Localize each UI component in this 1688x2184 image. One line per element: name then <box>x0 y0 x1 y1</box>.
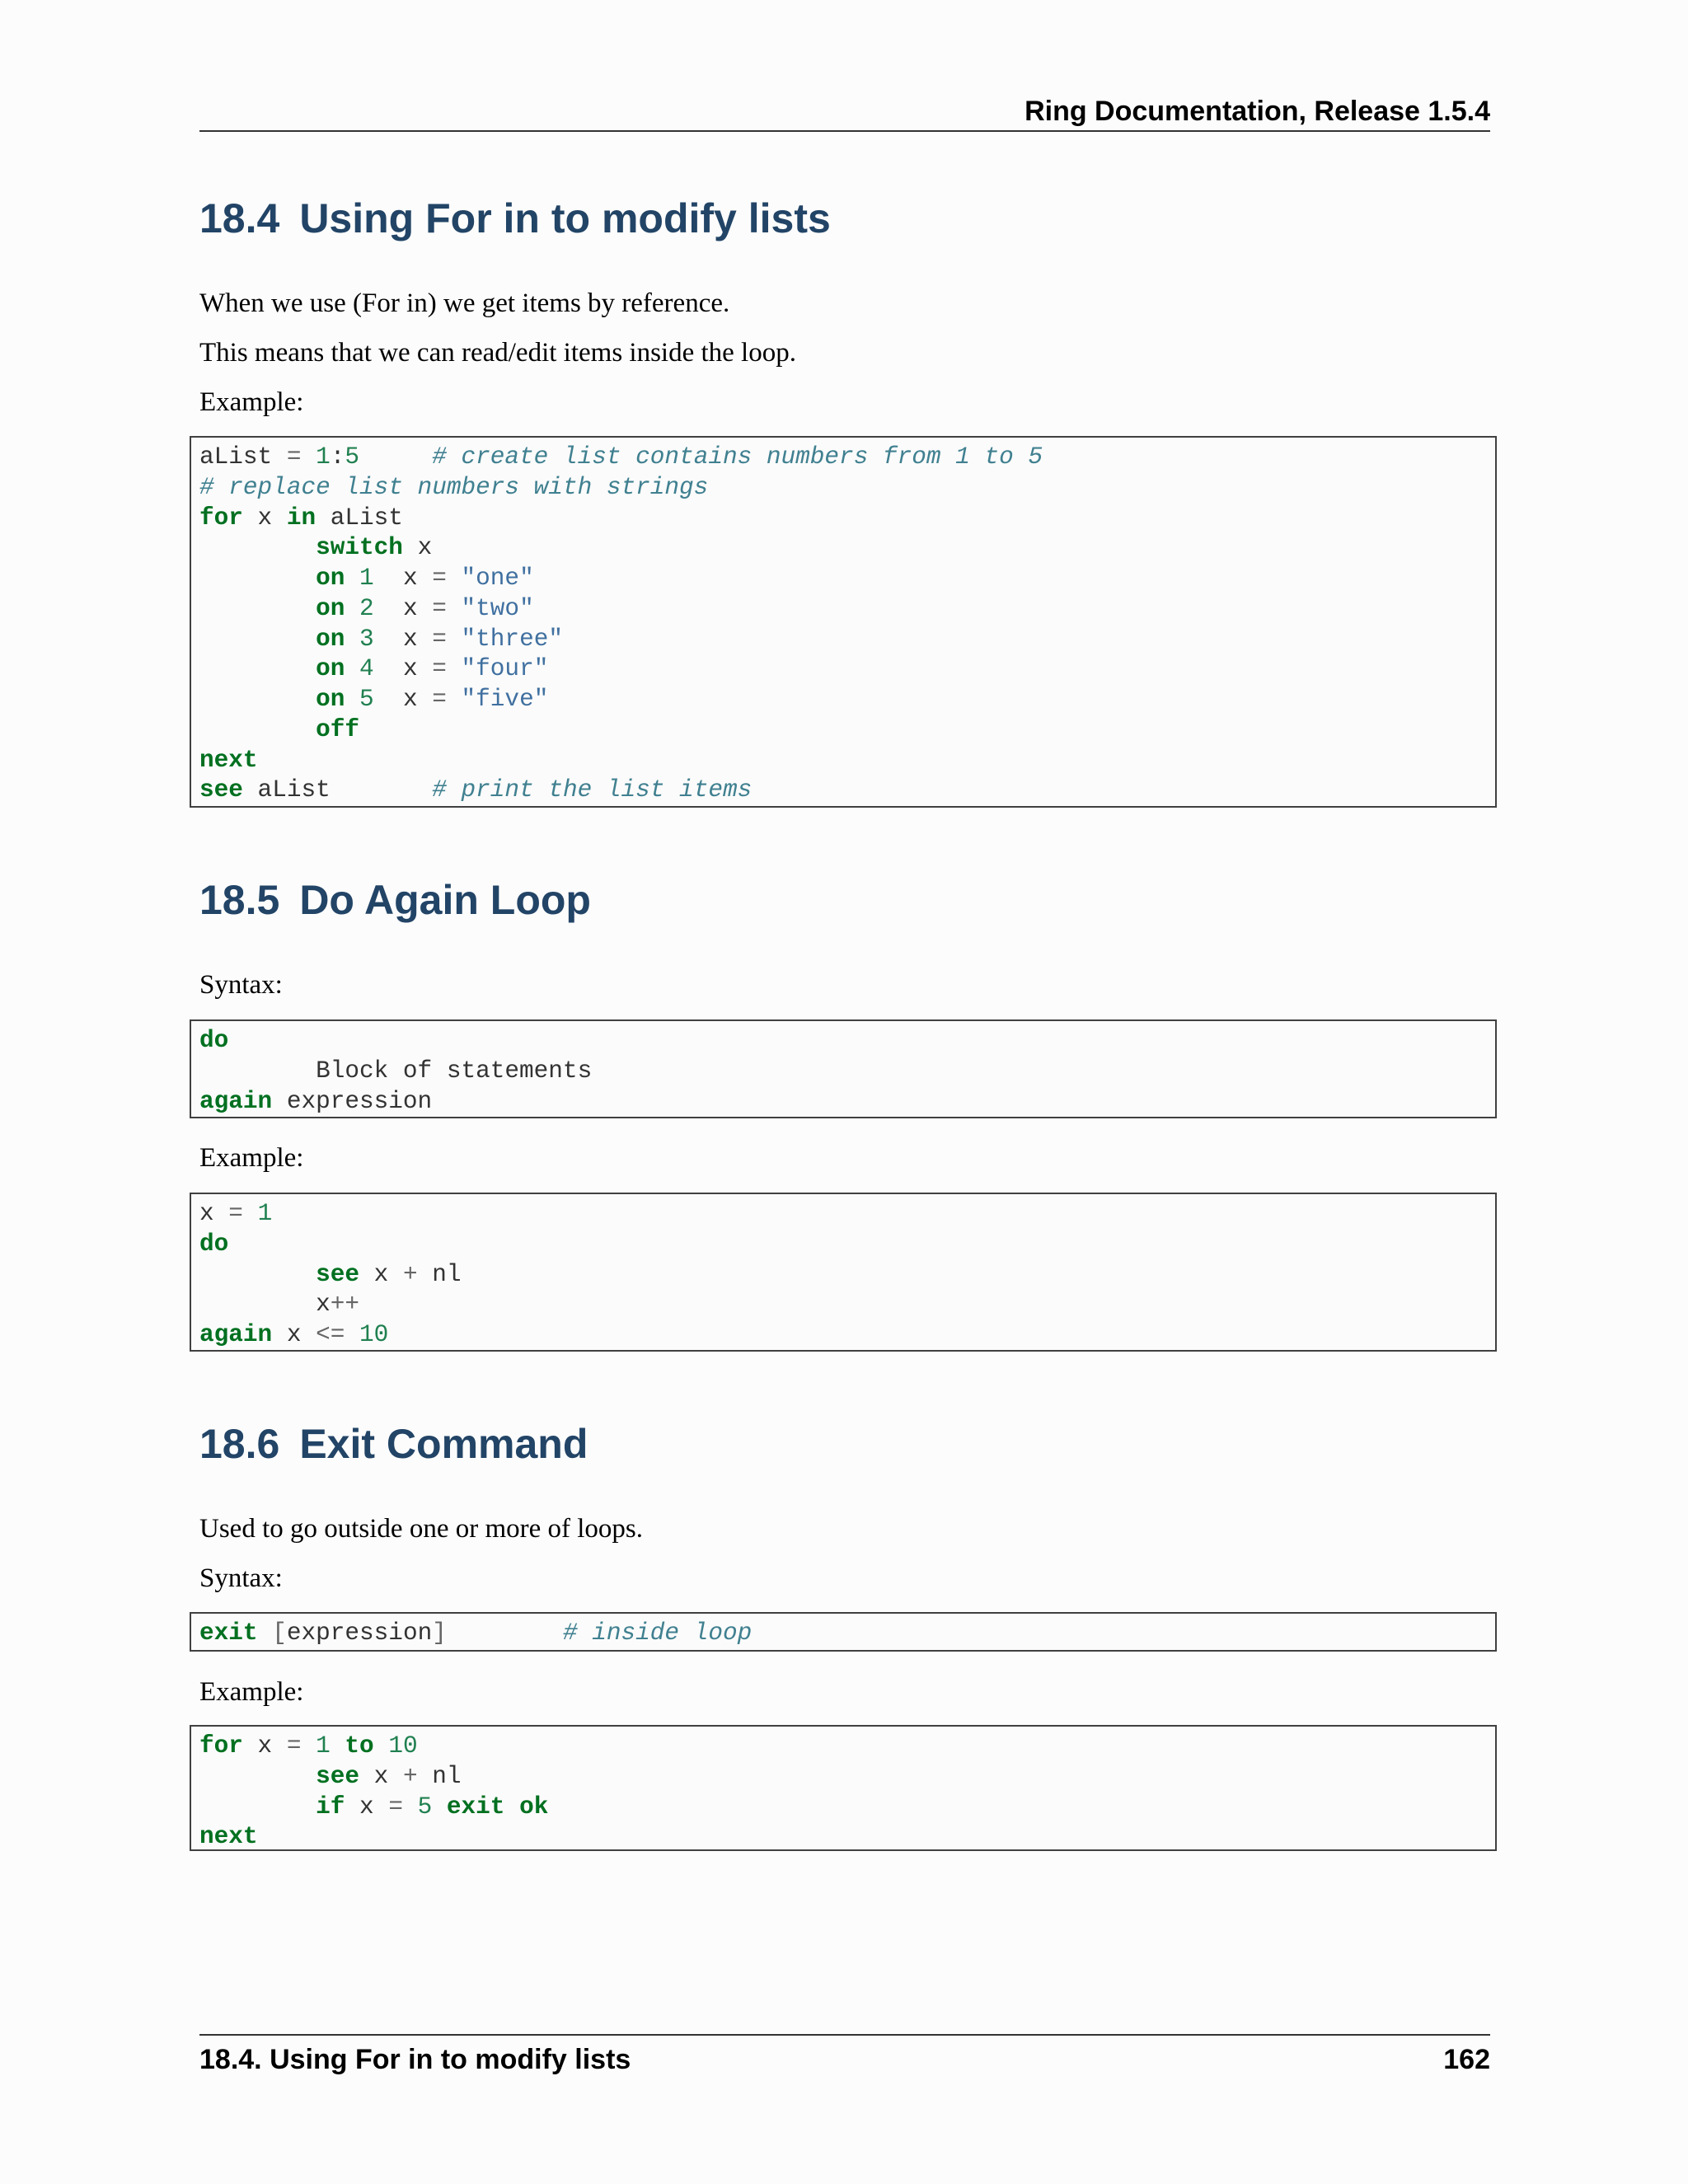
page-footer <box>199 2034 1490 2083</box>
code-line: if x = 5 exit ok <box>316 1793 549 1821</box>
syntax-label: Syntax: <box>199 970 283 1000</box>
footer-section-title: 18.4. Using For in to modify lists <box>199 2044 631 2075</box>
section-title-text: Using For in to modify lists <box>299 195 831 241</box>
code-line: on 3 x = "three" <box>316 625 563 653</box>
section-title-text: Exit Command <box>299 1421 588 1467</box>
section-title-text: Do Again Loop <box>299 877 591 923</box>
code-line: on 4 x = "four" <box>316 655 549 683</box>
code-line: Block of statements <box>199 1057 593 1085</box>
code-line: for x = 1 to 10 <box>199 1732 418 1760</box>
code-line: see x + nl <box>316 1762 462 1790</box>
page-number: 162 <box>1443 2044 1490 2075</box>
example-label: Example: <box>199 1677 304 1707</box>
paragraph: This means that we can read/edit items inside the loop. <box>199 338 796 368</box>
code-line: for x in aList <box>199 504 403 532</box>
code-line: switch x <box>316 534 433 562</box>
code-line: next <box>199 746 258 774</box>
code-line: do <box>199 1230 229 1258</box>
section-heading-18-5 <box>199 875 591 925</box>
code-line: aList = 1:5 # create list contains numbers from 1 to 5 <box>199 443 1043 471</box>
code-line: again x <= 10 <box>199 1321 389 1348</box>
code-block-do-again-syntax <box>190 1019 1497 1118</box>
code-line: next <box>199 1823 258 1851</box>
code-line: x = 1 <box>199 1200 273 1227</box>
example-label: Example: <box>199 1143 304 1173</box>
code-line: x++ <box>199 1291 360 1319</box>
paragraph: When we use (For in) we get items by reference. <box>199 288 730 318</box>
section-number: 18.4 <box>199 195 280 241</box>
section-heading-18-6 <box>199 1419 588 1469</box>
code-line: again expression <box>199 1087 433 1115</box>
section-number: 18.6 <box>199 1421 280 1467</box>
code-line: see x + nl <box>316 1260 462 1288</box>
code-line: off <box>316 715 360 743</box>
running-header: Ring Documentation, Release 1.5.4 <box>199 92 1490 132</box>
code-line: # replace list numbers with strings <box>199 473 709 501</box>
code-block-for-in <box>190 436 1497 808</box>
code-line: on 1 x = "one" <box>316 565 534 592</box>
code-line: do <box>199 1027 229 1054</box>
code-line: on 5 x = "five" <box>316 686 549 713</box>
code-line: on 2 x = "two" <box>316 594 534 622</box>
section-heading-18-4 <box>199 194 831 243</box>
code-block-exit-example <box>190 1725 1497 1851</box>
code-block-exit-syntax <box>190 1612 1497 1652</box>
paragraph: Used to go outside one or more of loops. <box>199 1514 644 1544</box>
code-line: see aList # print the list items <box>199 776 753 804</box>
code-block-do-again-example <box>190 1193 1497 1352</box>
section-number: 18.5 <box>199 877 280 923</box>
syntax-label: Syntax: <box>199 1563 283 1593</box>
example-label: Example: <box>199 387 304 417</box>
code-line: exit [expression] # inside loop <box>199 1619 753 1647</box>
